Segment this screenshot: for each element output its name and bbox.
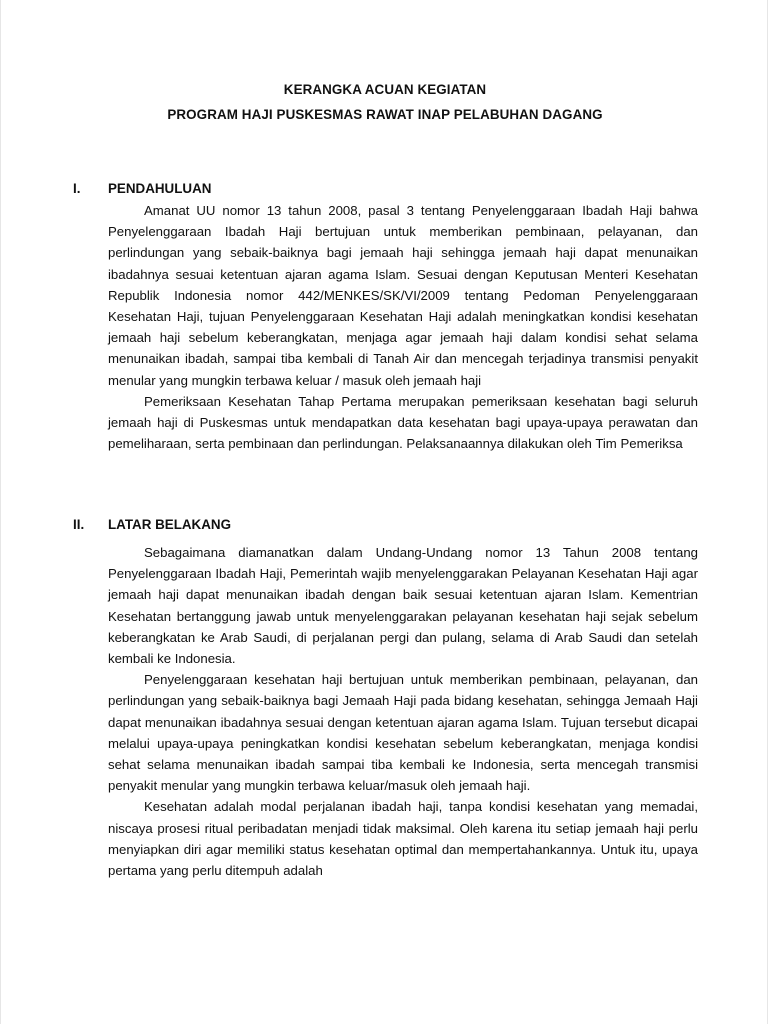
paragraph: Penyelenggaraan kesehatan haji bertujuan untuk memberikan pembinaan, pelayanan, dan perlindungan yang sebaik-baiknya bagi Jemaah Haji pada bidang kesehatan, sehingga Jemaah Haji dapat menunaikan ibadahnya sesuai dengan ketentuan ajaran agama Islam. Tujuan tersebut dicapai melalui upaya-upaya peningkatkan kondisi kesehatan sebelum keberangkatan, menjaga kondisi sehat selama menunaikan ibadah sampai tiba kembali ke Indonesia, serta mencegah transmisi penyakit menular yang mungkin terbawa keluar/masuk oleh jemaah haji. bbox=[108, 672, 698, 794]
document-subtitle: PROGRAM HAJI PUSKESMAS RAWAT INAP PELABUHAN DAGANG bbox=[167, 107, 603, 122]
paragraph: Amanat UU nomor 13 tahun 2008, pasal 3 tentang Penyelenggaraan Ibadah Haji bahwa Penyelenggaraan Ibadah Haji bertujuan untuk memberikan pembinaan, pelayanan, dan perlindungan yang sebaik-baiknya bagi jemaah haji sehingga jemaah haji dapat menunaikan ibadahnya sesuai ketentuan ajaran agama Islam. Sesuai dengan Keputusan Menteri Kesehatan Republik Indonesia nomor 442/MENKES/SK/VI/2009 tentang Pedoman Penyelenggaraan Kesehatan Haji, tujuan Penyelenggaraan Kesehatan Haji adalah meningkatkan kondisi kesehatan jemaah haji sebelum keberangkatan, menjaga agar jemaah haji dalam kondisi sehat selama menunaikan ibadah, sampai tiba kembali di Tanah Air dan mencegah terjadinya transmisi penyakit menular yang mungkin terbawa keluar / masuk oleh jemaah haji bbox=[108, 203, 698, 388]
document-title: KERANGKA ACUAN KEGIATAN bbox=[283, 82, 487, 97]
paragraph: Sebagaimana diamanatkan dalam Undang-Undang nomor 13 Tahun 2008 tentang Penyelenggaraan Ibadah Haji, Pemerintah wajib menyelenggarakan Pelayanan Kesehatan Haji agar jemaah haji dapat menunaikan ibadah dengan baik sesuai ketentuan ajaran Islam. Kementrian Kesehatan bertanggung jawab untuk menyelenggarakan pelayanan kesehatan haji sejak sebelum keberangkatan ke Arab Saudi, di perjalanan pergi dan pulang, selama di Arab Saudi dan setelah kembali ke Indonesia. bbox=[108, 545, 698, 667]
section-body-pendahuluan bbox=[108, 200, 698, 454]
section-title: LATAR BELAKANG bbox=[108, 517, 231, 532]
section-number: I. bbox=[73, 181, 81, 196]
paragraph: Pemeriksaan Kesehatan Tahap Pertama merupakan pemeriksaan kesehatan bagi seluruh jemaah haji di Puskesmas untuk mendapatkan data kesehatan bagi upaya-upaya perawatan dan pemeliharaan, serta pembinaan dan perlindungan. Pelaksanaannya dilakukan oleh Tim Pemeriksa bbox=[108, 393, 698, 452]
section-title: PENDAHULUAN bbox=[108, 181, 212, 196]
paragraph: Kesehatan adalah modal perjalanan ibadah haji, tanpa kondisi kesehatan yang memadai, niscaya prosesi ritual peribadatan menjadi tidak maksimal. Oleh karena itu setiap jemaah haji perlu menyiapkan diri agar memiliki status kesehatan optimal dan mempertahankannya. Untuk itu, upaya pertama yang perlu ditempuh adalah bbox=[108, 799, 698, 879]
section-heading-latar-belakang bbox=[73, 514, 231, 535]
section-heading-pendahuluan bbox=[73, 178, 211, 199]
section-number: II. bbox=[73, 517, 85, 532]
section-body-latar-belakang bbox=[108, 542, 698, 881]
